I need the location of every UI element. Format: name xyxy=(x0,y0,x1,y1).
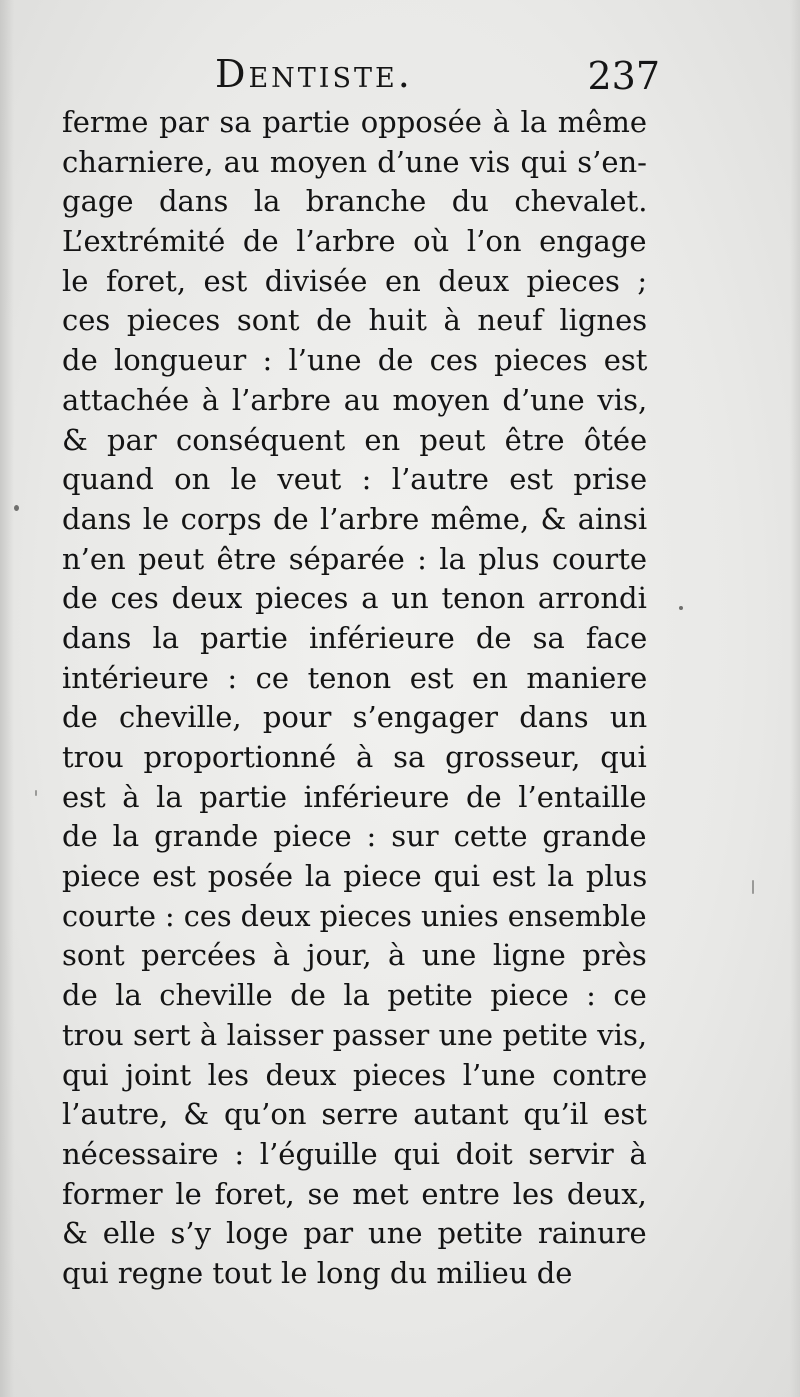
text-line: n’en peut être séparée : la plus courte xyxy=(62,541,648,576)
text-line: gage dans la branche du chevalet. xyxy=(62,184,648,219)
text-line: nécessaire : l’éguille qui doit servir à xyxy=(62,1136,647,1171)
paper-speck xyxy=(14,505,19,511)
text-line: & elle s’y loge par une petite rainure xyxy=(62,1216,647,1251)
text-line: dans la partie inférieure de sa face xyxy=(62,620,648,655)
text-line: ferme par sa partie opposée à la même xyxy=(62,105,648,139)
page-number: 237 xyxy=(587,54,660,98)
paper-speck xyxy=(679,606,683,610)
text-line: charniere, au moyen d’une vis qui s’en- xyxy=(62,144,647,179)
text-line: trou proportionné à sa grosseur, qui xyxy=(62,740,647,774)
text-line: L’extrémité de l’arbre où l’on engage xyxy=(62,224,647,259)
text-line: & par conséquent en peut être ôtée xyxy=(62,422,648,457)
text-line: de ces deux pieces a un tenon arrondi xyxy=(62,581,647,616)
paper-speck xyxy=(35,790,37,796)
page-edge-shadow-right xyxy=(790,0,800,1397)
text-line: sont percées à jour, à une ligne près xyxy=(62,938,647,973)
text-line: qui joint les deux pieces l’une contre xyxy=(62,1057,648,1092)
page-edge-shadow-left xyxy=(0,0,14,1397)
text-line: ces pieces sont de huit à neuf lignes xyxy=(62,303,648,338)
text-line: qui regne tout le long du milieu de xyxy=(62,1255,573,1290)
text-line: de la cheville de la petite piece : ce xyxy=(62,978,647,1013)
text-line: quand on le veut : l’autre est prise xyxy=(62,462,648,497)
text-line: courte : ces deux pieces unies ensemble xyxy=(62,898,647,933)
text-line: de cheville, pour s’engager dans un xyxy=(62,700,648,735)
text-line: l’autre, & qu’on serre autant qu’il est xyxy=(62,1097,647,1132)
text-line: trou sert à laisser passer une petite vis, xyxy=(62,1017,648,1052)
running-title: Dentiste. xyxy=(215,52,413,96)
page-header xyxy=(60,50,660,102)
text-line: attachée à l’arbre au moyen d’une vis, xyxy=(62,382,648,417)
text-line: former le foret, se met entre les deux, xyxy=(62,1176,647,1211)
text-line: dans le corps de l’arbre même, & ainsi xyxy=(62,501,648,536)
body-text xyxy=(62,103,647,1294)
text-line: de la grande piece : sur cette grande xyxy=(62,819,647,854)
text-line: est à la partie inférieure de l’entaille xyxy=(62,779,647,814)
text-line: intérieure : ce tenon est en maniere xyxy=(62,660,648,695)
text-line: piece est posée la piece qui est la plus xyxy=(62,859,648,894)
text-line: le foret, est divisée en deux pieces ; xyxy=(62,263,648,298)
paper-speck xyxy=(752,880,754,894)
text-line: de longueur : l’une de ces pieces est xyxy=(62,343,648,378)
